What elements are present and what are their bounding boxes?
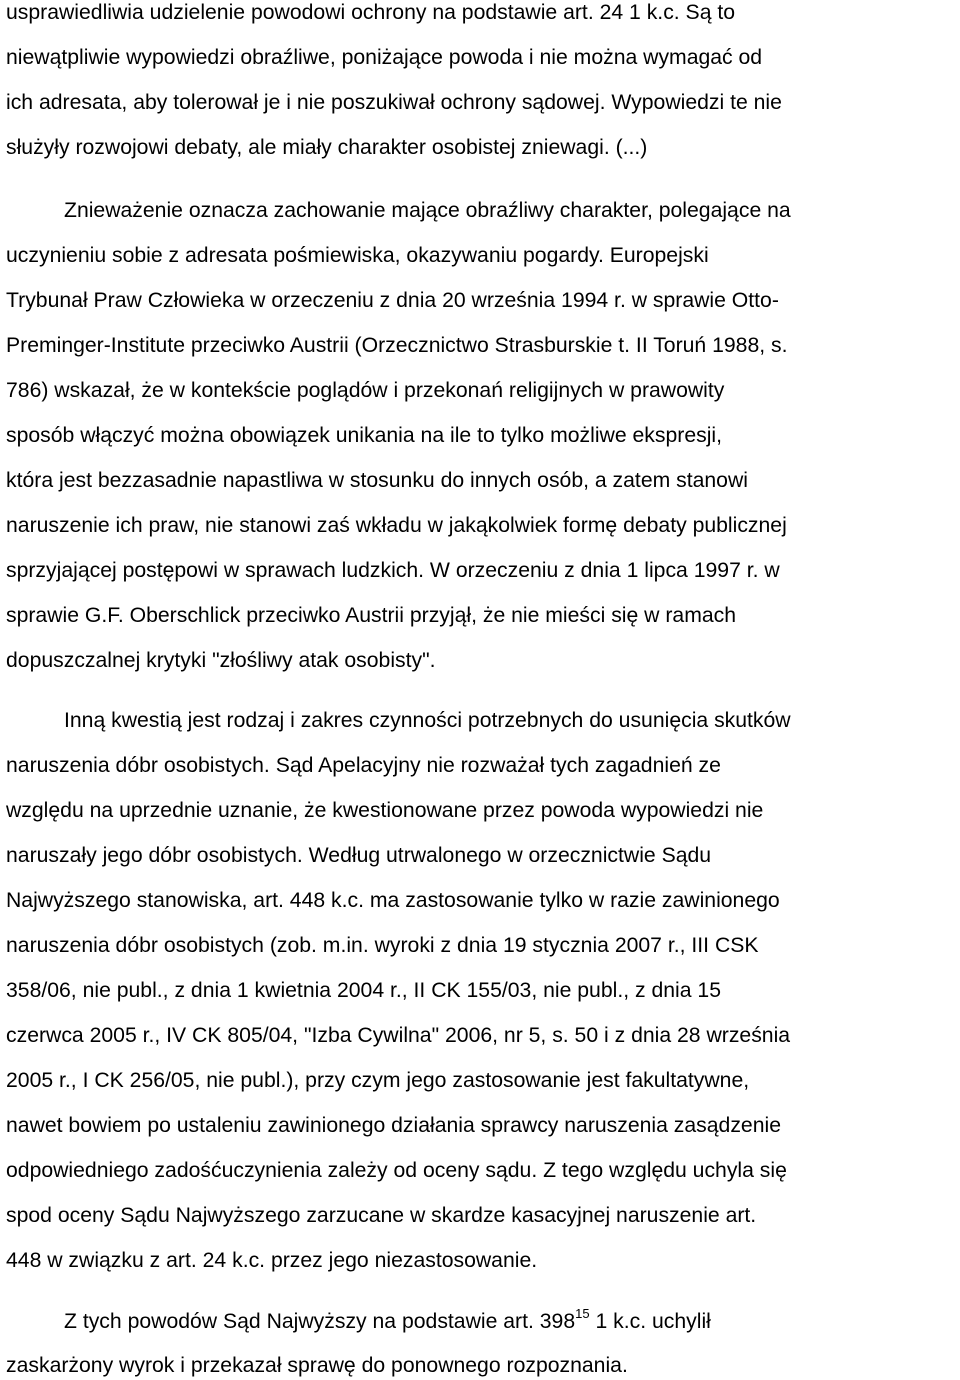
text-line: sposób włączyć można obowiązek unikania na ile to tylko możliwe ekspresji, xyxy=(6,424,722,447)
text-line: 786) wskazał, że w kontekście poglądów i przekonań religijnych w prawowity xyxy=(6,379,725,402)
text-line: służyły rozwojowi debaty, ale miały charakter osobistej zniewagi. (...) xyxy=(6,136,648,159)
text-line: Preminger-Institute przeciwko Austrii (Orzecznictwo Strasburskie t. II Toruń 1988, s. xyxy=(6,334,788,357)
text-line: Najwyższego stanowiska, art. 448 k.c. ma zastosowanie tylko w razie zawinionego xyxy=(6,889,780,912)
text-line: spod oceny Sądu Najwyższego zarzucane w skardze kasacyjnej naruszenie art. xyxy=(6,1204,757,1227)
text-line: która jest bezzasadnie napastliwa w stosunku do innych osób, a zatem stanowi xyxy=(6,469,748,492)
text-line: względu na uprzednie uznanie, że kwestionowane przez powoda wypowiedzi nie xyxy=(6,799,764,822)
text-line: sprawie G.F. Oberschlick przeciwko Austrii przyjął, że nie mieści się w ramach xyxy=(6,604,737,627)
text-line: 2005 r., I CK 256/05, nie publ.), przy czym jego zastosowanie jest fakultatywne, xyxy=(6,1069,750,1092)
text-line: usprawiedliwia udzielenie powodowi ochrony na podstawie art. 24 1 k.c. Są to xyxy=(6,1,736,24)
text-line: naruszenia dóbr osobistych. Sąd Apelacyjny nie rozważał tych zagadnień ze xyxy=(6,754,721,777)
text-line: nawet bowiem po ustaleniu zawinionego działania sprawcy naruszenia zasądzenie xyxy=(6,1114,781,1137)
text-line: naruszały jego dóbr osobistych. Według utrwalonego w orzecznictwie Sądu xyxy=(6,844,712,867)
text-line: 358/06, nie publ., z dnia 1 kwietnia 2004 r., II CK 155/03, nie publ., z dnia 15 xyxy=(6,979,721,1002)
text-line: odpowiedniego zadośćuczynienia zależy od oceny sądu. Z tego względu uchyla się xyxy=(6,1159,787,1182)
text-line: zaskarżony wyrok i przekazał sprawę do ponownego rozpoznania. xyxy=(6,1354,628,1377)
text-line: Trybunał Praw Człowieka w orzeczeniu z dnia 20 września 1994 r. w sprawie Otto- xyxy=(6,289,779,312)
text-line: niewątpliwie wypowiedzi obraźliwe, poniżające powoda i nie można wymagać od xyxy=(6,46,763,69)
text-line: uczynieniu sobie z adresata pośmiewiska, okazywaniu pogardy. Europejski xyxy=(6,244,709,267)
text-line: naruszenie ich praw, nie stanowi zaś wkładu w jakąkolwiek formę debaty publicznej xyxy=(6,514,787,537)
text-line: Inną kwestią jest rodzaj i zakres czynności potrzebnych do usunięcia skutków xyxy=(64,709,791,732)
text-line: czerwca 2005 r., IV CK 805/04, "Izba Cywilna" 2006, nr 5, s. 50 i z dnia 28 września xyxy=(6,1024,791,1047)
superscript: 15 xyxy=(575,1306,590,1321)
text-line: ich adresata, aby tolerował je i nie poszukiwał ochrony sądowej. Wypowiedzi te nie xyxy=(6,91,782,114)
text-line xyxy=(64,1306,711,1333)
text-segment: Z tych powodów Sąd Najwyższy na podstawie art. 398 xyxy=(64,1310,576,1333)
text-line: naruszenia dóbr osobistych (zob. m.in. wyroki z dnia 19 stycznia 2007 r., III CSK xyxy=(6,934,759,957)
text-segment: 1 k.c. uchylił xyxy=(589,1310,711,1333)
text-line: Znieważenie oznacza zachowanie mające obraźliwy charakter, polegające na xyxy=(64,199,791,222)
text-line: 448 w związku z art. 24 k.c. przez jego niezastosowanie. xyxy=(6,1249,538,1272)
text-line: dopuszczalnej krytyki "złośliwy atak osobisty". xyxy=(6,649,436,672)
text-line: sprzyjającej postępowi w sprawach ludzkich. W orzeczeniu z dnia 1 lipca 1997 r. w xyxy=(6,559,780,582)
